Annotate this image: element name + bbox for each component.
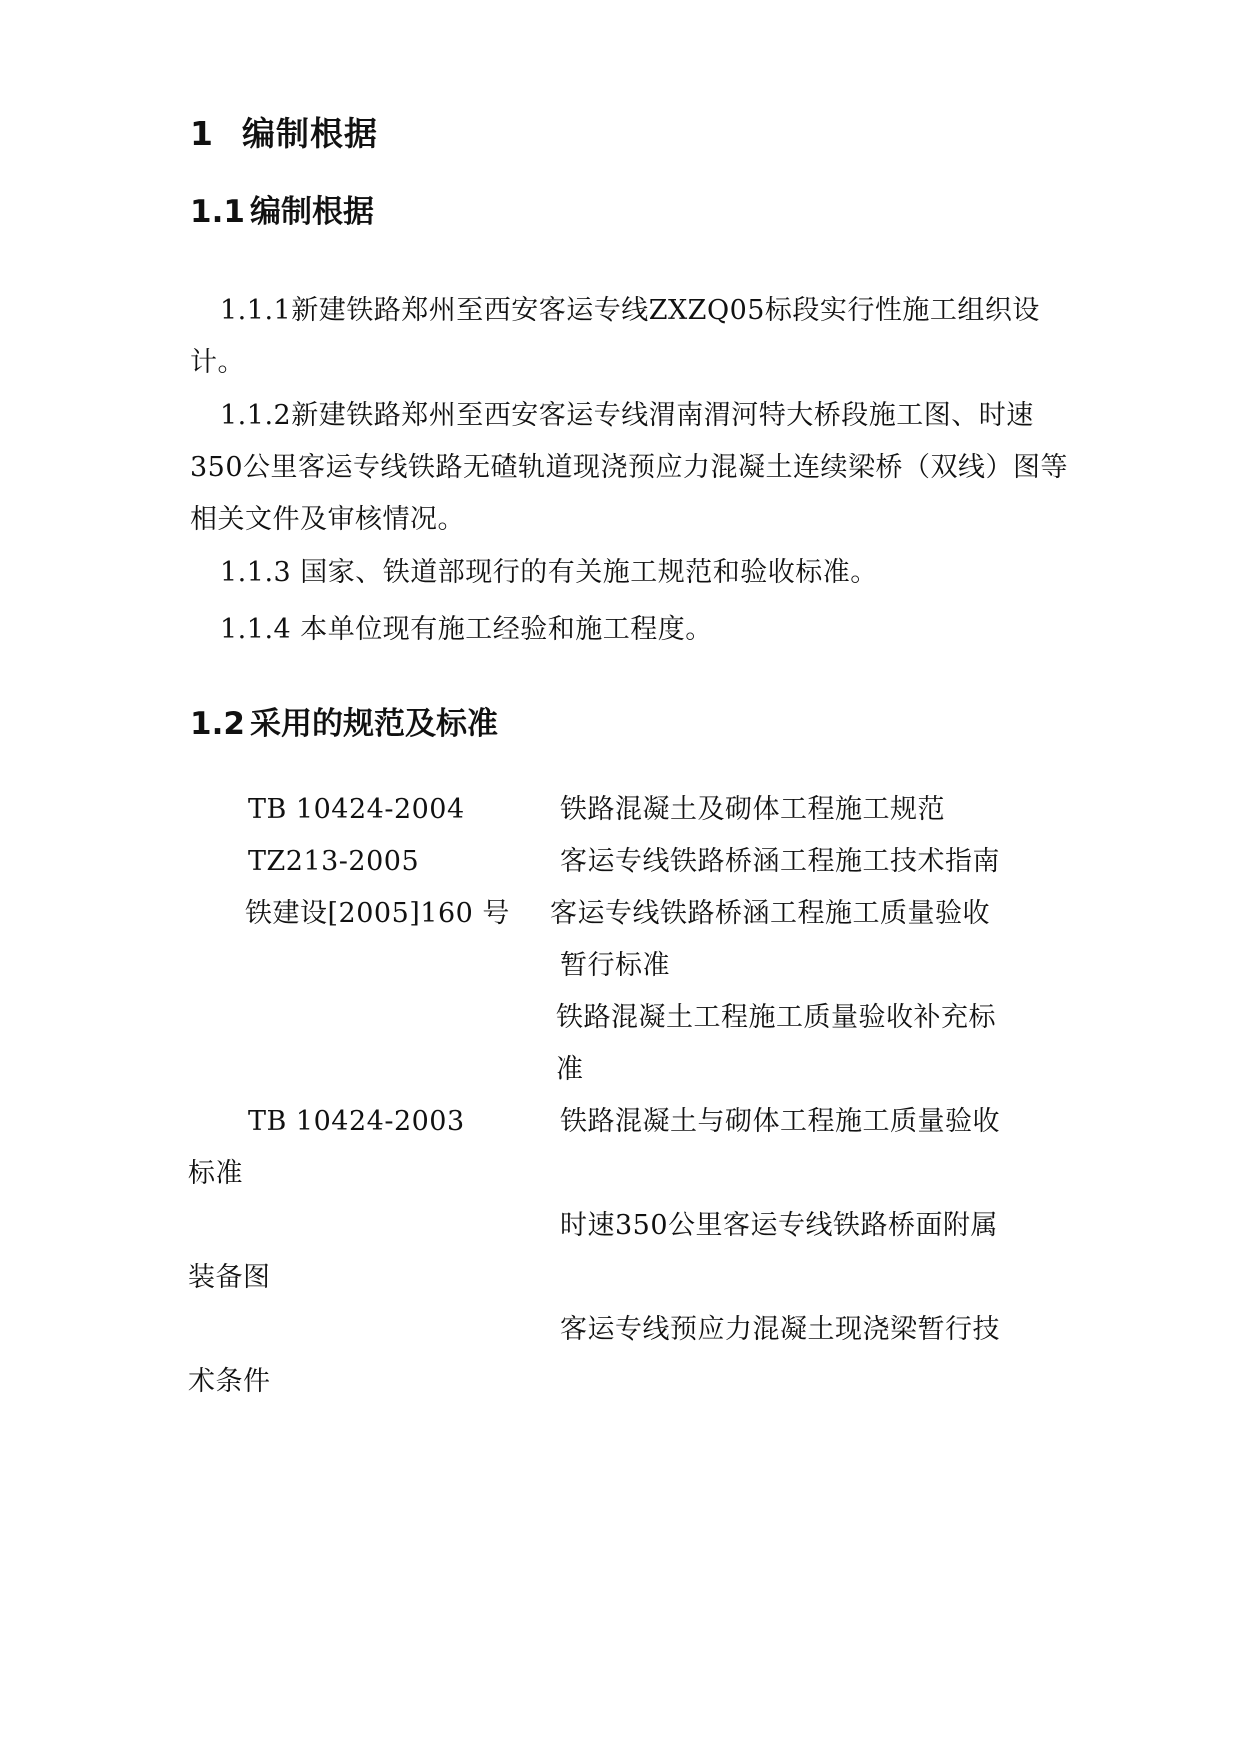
chapter-title: 编制根据 [242,114,378,153]
standard-code: 铁建设[2005]160 号 [245,898,510,929]
standard-title: 客运专线铁路桥涵工程施工技术指南 [560,846,1000,877]
standard-code: TB 10424-2004 [248,794,465,825]
section-1-1-number: 1.1 [190,194,245,230]
standard-code: TB 10424-2003 [248,1106,465,1137]
item-1-1-1: 1.1.1新建铁路郑州至西安客运专线ZXZQ05标段实行性施工组织设计。 [190,295,1040,378]
standard-title: 客运专线铁路桥涵工程施工质量验收 [550,898,990,929]
section-1-2-title: 采用的规范及标准 [250,706,498,742]
standard-title-continued: 标准 [188,1158,243,1189]
section-1-1-title: 编制根据 [250,194,374,230]
section-1-1-heading [190,186,374,231]
standard-title-continued: 术条件 [188,1366,271,1397]
standard-title-continued: 暂行标准 [560,950,670,981]
standard-title-continued: 准 [556,1054,584,1085]
standard-title: 时速350公里客运专线铁路桥面附属 [560,1210,999,1241]
item-1-1-4: 1.1.4 本单位现有施工经验和施工程度。 [220,614,713,645]
item-1-1-3: 1.1.3 国家、铁道部现行的有关施工规范和验收标准。 [220,557,878,588]
standard-title-continued: 装备图 [188,1262,271,1293]
standard-title: 铁路混凝土与砌体工程施工质量验收 [560,1106,1000,1137]
chapter-heading [190,108,378,155]
section-1-2-heading [190,698,498,743]
standard-code: TZ213-2005 [248,846,420,877]
chapter-number: 1 [190,114,214,153]
item-1-1-2: 1.1.2新建铁路郑州至西安客运专线渭南渭河特大桥段施工图、时速350公里客运专线铁路无碴轨道现浇预应力混凝土连续梁桥（双线）图等相关文件及审核情况。 [190,400,1069,535]
standard-title: 客运专线预应力混凝土现浇梁暂行技 [560,1314,1000,1345]
standard-title: 铁路混凝土及砌体工程施工规范 [560,794,945,825]
standard-title: 铁路混凝土工程施工质量验收补充标 [556,1002,996,1033]
section-1-2-number: 1.2 [190,706,245,742]
